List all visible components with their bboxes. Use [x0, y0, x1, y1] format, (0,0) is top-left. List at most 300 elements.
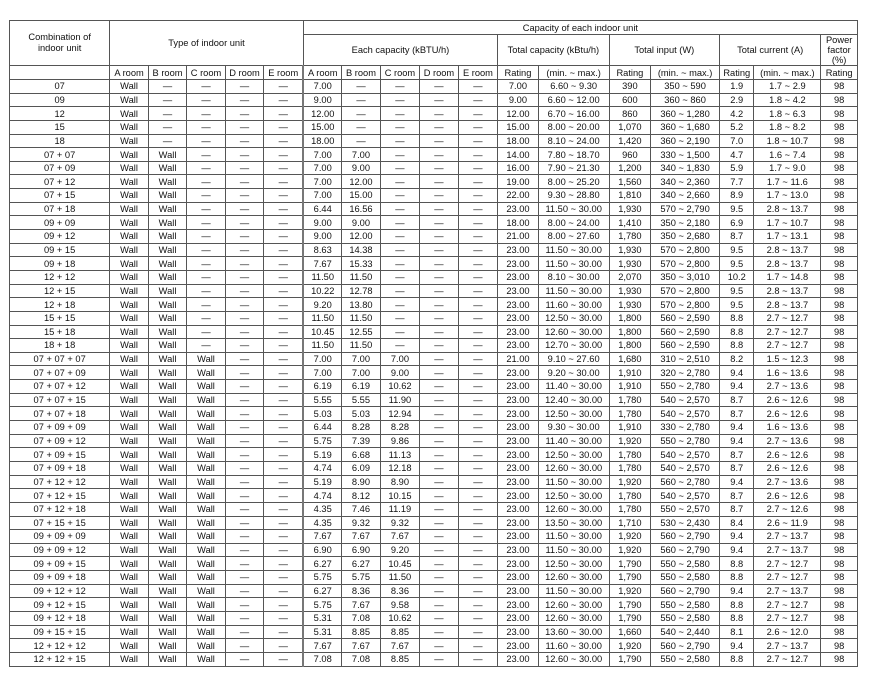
cell-cap-c: 9.32 — [380, 516, 420, 530]
cell-total-current-rating: 9.4 — [720, 543, 754, 557]
total-current-rating: Rating — [720, 66, 754, 80]
cell-total-current-range: 2.8 ~ 13.7 — [754, 202, 821, 216]
cell-cap-e: — — [458, 298, 498, 312]
cell-combination: 07 + 09 + 12 — [10, 434, 110, 448]
cell-type-c: — — [187, 257, 225, 271]
cell-combination: 18 + 18 — [10, 339, 110, 353]
cell-cap-e: — — [458, 639, 498, 653]
cell-total-input-rating: 1,930 — [609, 298, 651, 312]
cell-type-a: Wall — [110, 448, 148, 462]
cell-type-c: Wall — [187, 652, 225, 666]
cell-cap-d: — — [420, 461, 458, 475]
cell-combination: 09 + 12 — [10, 230, 110, 244]
cell-cap-b: 11.50 — [342, 339, 380, 353]
cell-total-current-range: 2.6 ~ 12.0 — [754, 625, 821, 639]
table-row — [10, 530, 858, 544]
cell-total-current-rating: 8.8 — [720, 339, 754, 353]
cell-total-input-range: 560 ~ 2,590 — [651, 325, 720, 339]
cell-total-current-range: 2.7 ~ 13.7 — [754, 584, 821, 598]
cell-cap-d: — — [420, 598, 458, 612]
cell-cap-a: 4.35 — [303, 502, 341, 516]
type-room-c: C room — [187, 66, 225, 80]
cell-type-b: Wall — [148, 148, 186, 162]
cell-cap-e: — — [458, 530, 498, 544]
cell-total-capacity-rating: 23.00 — [498, 571, 539, 585]
cell-total-capacity-range: 12.60 ~ 30.00 — [538, 571, 609, 585]
cell-cap-c: — — [380, 134, 420, 148]
cell-type-e: — — [264, 298, 304, 312]
table-row — [10, 339, 858, 353]
cell-power-factor: 98 — [821, 543, 858, 557]
cell-combination: 07 + 15 + 15 — [10, 516, 110, 530]
cell-total-current-rating: 9.5 — [720, 298, 754, 312]
cell-cap-a: 7.00 — [303, 148, 341, 162]
cell-type-a: Wall — [110, 475, 148, 489]
cell-type-c: — — [187, 161, 225, 175]
cell-total-input-rating: 1,800 — [609, 325, 651, 339]
cell-total-input-range: 360 ~ 860 — [651, 93, 720, 107]
cell-total-input-rating: 1,790 — [609, 652, 651, 666]
cell-cap-a: 5.31 — [303, 611, 341, 625]
cell-type-b: — — [148, 107, 186, 121]
cell-cap-e: — — [458, 502, 498, 516]
cell-type-b: — — [148, 80, 186, 94]
cell-cap-e: — — [458, 652, 498, 666]
cell-type-b: Wall — [148, 516, 186, 530]
cell-type-c: — — [187, 93, 225, 107]
cell-type-d: — — [225, 461, 263, 475]
cell-cap-c: — — [380, 257, 420, 271]
cell-cap-b: — — [342, 134, 380, 148]
cell-total-input-range: 540 ~ 2,570 — [651, 489, 720, 503]
cell-cap-b: 15.00 — [342, 189, 380, 203]
cell-cap-d: — — [420, 120, 458, 134]
cell-type-e: — — [264, 461, 304, 475]
cell-cap-b: 6.90 — [342, 543, 380, 557]
cell-type-b: Wall — [148, 202, 186, 216]
cell-cap-a: 4.74 — [303, 461, 341, 475]
cell-total-current-rating: 9.4 — [720, 475, 754, 489]
cell-cap-c: 7.67 — [380, 639, 420, 653]
cell-type-a: Wall — [110, 257, 148, 271]
cell-type-a: Wall — [110, 216, 148, 230]
table-row — [10, 461, 858, 475]
cell-type-a: Wall — [110, 407, 148, 421]
cell-cap-e: — — [458, 175, 498, 189]
cell-type-b: Wall — [148, 380, 186, 394]
cell-cap-d: — — [420, 475, 458, 489]
cell-type-d: — — [225, 393, 263, 407]
cell-cap-e: — — [458, 270, 498, 284]
table-row — [10, 448, 858, 462]
cell-cap-d: — — [420, 339, 458, 353]
cell-type-a: Wall — [110, 189, 148, 203]
cell-cap-a: 7.08 — [303, 652, 341, 666]
cell-cap-c: — — [380, 107, 420, 121]
cell-type-e: — — [264, 489, 304, 503]
table-row — [10, 516, 858, 530]
cell-cap-e: — — [458, 216, 498, 230]
cell-cap-c: — — [380, 298, 420, 312]
cell-total-input-range: 330 ~ 1,500 — [651, 148, 720, 162]
cell-type-a: Wall — [110, 639, 148, 653]
cell-type-b: Wall — [148, 557, 186, 571]
table-row — [10, 366, 858, 380]
cell-type-e: — — [264, 352, 304, 366]
cell-type-a: Wall — [110, 298, 148, 312]
table-row — [10, 625, 858, 639]
cell-cap-e: — — [458, 189, 498, 203]
cell-cap-a: 18.00 — [303, 134, 341, 148]
combination-header: Combination of indoor unit — [10, 21, 110, 66]
cell-total-current-rating: 10.2 — [720, 270, 754, 284]
cell-cap-e: — — [458, 489, 498, 503]
cell-type-b: Wall — [148, 571, 186, 585]
cell-cap-a: 7.00 — [303, 80, 341, 94]
cell-cap-d: — — [420, 270, 458, 284]
cell-combination: 07 + 07 — [10, 148, 110, 162]
cell-total-capacity-range: 12.60 ~ 30.00 — [538, 611, 609, 625]
capacity-room-e: E room — [458, 66, 498, 80]
cell-cap-e: — — [458, 148, 498, 162]
cell-total-current-range: 1.8 ~ 4.2 — [754, 93, 821, 107]
cell-total-input-rating: 1,660 — [609, 625, 651, 639]
cell-type-c: Wall — [187, 421, 225, 435]
cell-cap-c: 7.67 — [380, 530, 420, 544]
cell-power-factor: 98 — [821, 175, 858, 189]
cell-cap-c: 9.20 — [380, 543, 420, 557]
cell-cap-b: 7.67 — [342, 530, 380, 544]
cell-type-c: Wall — [187, 434, 225, 448]
cell-cap-b: 11.50 — [342, 270, 380, 284]
cell-total-capacity-rating: 16.00 — [498, 161, 539, 175]
cell-cap-c: 10.45 — [380, 557, 420, 571]
cell-type-c: Wall — [187, 380, 225, 394]
cell-total-input-rating: 1,780 — [609, 448, 651, 462]
cell-type-a: Wall — [110, 243, 148, 257]
cell-cap-b: 9.32 — [342, 516, 380, 530]
cell-combination: 07 + 15 — [10, 189, 110, 203]
cell-cap-a: 5.75 — [303, 571, 341, 585]
cell-total-capacity-range: 8.00 ~ 20.00 — [538, 120, 609, 134]
cell-type-c: — — [187, 339, 225, 353]
cell-total-capacity-rating: 23.00 — [498, 380, 539, 394]
cell-total-input-range: 560 ~ 2,790 — [651, 530, 720, 544]
cell-total-current-range: 2.7 ~ 12.7 — [754, 557, 821, 571]
cell-total-capacity-range: 12.60 ~ 30.00 — [538, 652, 609, 666]
cell-total-capacity-rating: 23.00 — [498, 257, 539, 271]
cell-type-b: Wall — [148, 284, 186, 298]
cell-combination: 15 + 15 — [10, 311, 110, 325]
cell-total-current-range: 2.7 ~ 13.6 — [754, 380, 821, 394]
cell-power-factor: 98 — [821, 298, 858, 312]
cell-combination: 09 + 15 + 15 — [10, 625, 110, 639]
cell-total-capacity-rating: 23.00 — [498, 366, 539, 380]
cell-cap-c: 8.85 — [380, 652, 420, 666]
table-row — [10, 393, 858, 407]
cell-cap-d: — — [420, 230, 458, 244]
cell-combination: 09 + 09 + 18 — [10, 571, 110, 585]
cell-total-current-range: 1.8 ~ 8.2 — [754, 120, 821, 134]
cell-cap-c: — — [380, 243, 420, 257]
cell-cap-d: — — [420, 571, 458, 585]
cell-total-input-range: 540 ~ 2,440 — [651, 625, 720, 639]
cell-type-d: — — [225, 216, 263, 230]
cell-power-factor: 98 — [821, 148, 858, 162]
cell-total-capacity-range: 11.50 ~ 30.00 — [538, 257, 609, 271]
cell-cap-c: — — [380, 284, 420, 298]
cell-type-b: Wall — [148, 652, 186, 666]
cell-type-b: Wall — [148, 393, 186, 407]
cell-total-input-rating: 390 — [609, 80, 651, 94]
table-row — [10, 543, 858, 557]
table-row — [10, 80, 858, 94]
cell-cap-e: — — [458, 380, 498, 394]
cell-total-input-rating: 1,910 — [609, 380, 651, 394]
cell-type-d: — — [225, 311, 263, 325]
cell-total-current-range: 1.8 ~ 6.3 — [754, 107, 821, 121]
table-row — [10, 652, 858, 666]
table-row — [10, 284, 858, 298]
table-row — [10, 489, 858, 503]
cell-cap-d: — — [420, 434, 458, 448]
cell-cap-a: 4.35 — [303, 516, 341, 530]
cell-type-d: — — [225, 421, 263, 435]
cell-type-e: — — [264, 475, 304, 489]
cell-total-input-range: 550 ~ 2,580 — [651, 652, 720, 666]
cell-cap-c: — — [380, 175, 420, 189]
cell-total-capacity-rating: 23.00 — [498, 530, 539, 544]
cell-type-a: Wall — [110, 120, 148, 134]
cell-total-input-rating: 1,930 — [609, 202, 651, 216]
cell-total-capacity-range: 11.50 ~ 30.00 — [538, 543, 609, 557]
cell-total-capacity-range: 13.60 ~ 30.00 — [538, 625, 609, 639]
cell-combination: 07 + 09 + 15 — [10, 448, 110, 462]
cell-type-d: — — [225, 366, 263, 380]
cell-type-d: — — [225, 448, 263, 462]
cell-type-e: — — [264, 243, 304, 257]
cell-type-c: Wall — [187, 543, 225, 557]
cell-cap-b: 7.08 — [342, 611, 380, 625]
cell-cap-b: 8.36 — [342, 584, 380, 598]
cell-total-input-rating: 1,410 — [609, 216, 651, 230]
cell-total-current-range: 1.7 ~ 14.8 — [754, 270, 821, 284]
cell-cap-c: 8.85 — [380, 625, 420, 639]
cell-total-capacity-rating: 23.00 — [498, 557, 539, 571]
cell-type-e: — — [264, 530, 304, 544]
cell-total-input-rating: 1,800 — [609, 311, 651, 325]
cell-cap-a: 7.00 — [303, 175, 341, 189]
cell-cap-c: 11.90 — [380, 393, 420, 407]
cell-type-c: Wall — [187, 393, 225, 407]
cell-type-a: Wall — [110, 571, 148, 585]
cell-total-input-range: 310 ~ 2,510 — [651, 352, 720, 366]
cell-cap-c: — — [380, 339, 420, 353]
cell-type-a: Wall — [110, 502, 148, 516]
cell-cap-e: — — [458, 230, 498, 244]
cell-combination: 12 + 12 + 15 — [10, 652, 110, 666]
capacity-room-a: A room — [303, 66, 341, 80]
cell-combination: 07 + 12 — [10, 175, 110, 189]
table-row — [10, 352, 858, 366]
cell-type-a: Wall — [110, 161, 148, 175]
cell-total-current-rating: 8.7 — [720, 489, 754, 503]
cell-total-current-rating: 9.4 — [720, 434, 754, 448]
cell-cap-e: — — [458, 339, 498, 353]
cell-total-input-rating: 1,790 — [609, 598, 651, 612]
cell-total-input-rating: 1,560 — [609, 175, 651, 189]
cell-type-d: — — [225, 298, 263, 312]
cell-total-capacity-range: 7.90 ~ 21.30 — [538, 161, 609, 175]
cell-total-current-rating: 8.2 — [720, 352, 754, 366]
cell-total-capacity-range: 12.60 ~ 30.00 — [538, 598, 609, 612]
cell-total-input-range: 340 ~ 2,360 — [651, 175, 720, 189]
cell-total-capacity-range: 11.50 ~ 30.00 — [538, 284, 609, 298]
cell-total-capacity-range: 12.50 ~ 30.00 — [538, 557, 609, 571]
cell-cap-c: — — [380, 270, 420, 284]
cell-type-b: Wall — [148, 189, 186, 203]
cell-cap-e: — — [458, 80, 498, 94]
cell-total-capacity-rating: 7.00 — [498, 80, 539, 94]
cell-cap-b: 16.56 — [342, 202, 380, 216]
table-row — [10, 257, 858, 271]
table-row — [10, 134, 858, 148]
table-row — [10, 421, 858, 435]
cell-cap-d: — — [420, 298, 458, 312]
cell-total-capacity-rating: 23.00 — [498, 516, 539, 530]
cell-total-input-range: 350 ~ 590 — [651, 80, 720, 94]
cell-total-input-rating: 1,930 — [609, 243, 651, 257]
cell-power-factor: 98 — [821, 120, 858, 134]
cell-cap-d: — — [420, 311, 458, 325]
cell-type-c: Wall — [187, 461, 225, 475]
cell-type-d: — — [225, 93, 263, 107]
cell-cap-d: — — [420, 257, 458, 271]
cell-cap-c: 10.62 — [380, 611, 420, 625]
cell-combination: 07 + 12 + 12 — [10, 475, 110, 489]
cell-cap-c: 11.19 — [380, 502, 420, 516]
cell-type-e: — — [264, 434, 304, 448]
cell-type-a: Wall — [110, 175, 148, 189]
cell-type-d: — — [225, 134, 263, 148]
table-row — [10, 216, 858, 230]
cell-combination: 18 — [10, 134, 110, 148]
cell-type-b: Wall — [148, 243, 186, 257]
cell-cap-d: — — [420, 448, 458, 462]
cell-total-capacity-rating: 22.00 — [498, 189, 539, 203]
cell-cap-e: — — [458, 448, 498, 462]
cell-cap-e: — — [458, 516, 498, 530]
cell-type-c: — — [187, 148, 225, 162]
cell-total-capacity-range: 12.50 ~ 30.00 — [538, 407, 609, 421]
cell-type-a: Wall — [110, 543, 148, 557]
cell-type-c: — — [187, 298, 225, 312]
cell-type-c: Wall — [187, 611, 225, 625]
cell-cap-c: 11.50 — [380, 571, 420, 585]
cell-type-c: Wall — [187, 448, 225, 462]
cell-type-c: Wall — [187, 571, 225, 585]
cell-cap-a: 7.67 — [303, 530, 341, 544]
cell-cap-d: — — [420, 189, 458, 203]
cell-cap-a: 7.00 — [303, 352, 341, 366]
cell-total-current-rating: 8.1 — [720, 625, 754, 639]
cell-cap-e: — — [458, 571, 498, 585]
table-row — [10, 120, 858, 134]
cell-cap-a: 11.50 — [303, 270, 341, 284]
cell-type-b: Wall — [148, 448, 186, 462]
power-factor-header: Power factor (%) — [821, 35, 858, 66]
cell-total-input-range: 560 ~ 2,590 — [651, 311, 720, 325]
cell-cap-b: 5.03 — [342, 407, 380, 421]
total-capacity-range: (min. ~ max.) — [538, 66, 609, 80]
cell-type-b: Wall — [148, 584, 186, 598]
cell-cap-c: — — [380, 230, 420, 244]
cell-total-current-rating: 8.7 — [720, 393, 754, 407]
cell-cap-d: — — [420, 393, 458, 407]
cell-type-d: — — [225, 598, 263, 612]
cell-total-current-rating: 9.4 — [720, 366, 754, 380]
table-body — [10, 80, 858, 667]
cell-type-d: — — [225, 175, 263, 189]
cell-total-capacity-range: 12.40 ~ 30.00 — [538, 393, 609, 407]
cell-type-c: Wall — [187, 366, 225, 380]
cell-combination: 07 — [10, 80, 110, 94]
table-row — [10, 202, 858, 216]
cell-cap-d: — — [420, 530, 458, 544]
cell-type-a: Wall — [110, 80, 148, 94]
cell-type-e: — — [264, 80, 304, 94]
cell-combination: 12 + 15 — [10, 284, 110, 298]
cell-cap-d: — — [420, 325, 458, 339]
cell-power-factor: 98 — [821, 202, 858, 216]
cell-cap-b: 6.09 — [342, 461, 380, 475]
cell-type-b: Wall — [148, 530, 186, 544]
cell-type-e: — — [264, 652, 304, 666]
table-row — [10, 243, 858, 257]
cell-cap-b: — — [342, 107, 380, 121]
cell-cap-d: — — [420, 516, 458, 530]
cell-type-e: — — [264, 257, 304, 271]
cell-total-current-range: 1.8 ~ 10.7 — [754, 134, 821, 148]
table-row — [10, 230, 858, 244]
cell-type-a: Wall — [110, 530, 148, 544]
cell-cap-e: — — [458, 352, 498, 366]
cell-total-capacity-range: 8.00 ~ 27.60 — [538, 230, 609, 244]
cell-type-b: Wall — [148, 489, 186, 503]
cell-type-d: — — [225, 502, 263, 516]
cell-type-a: Wall — [110, 352, 148, 366]
cell-cap-c: — — [380, 202, 420, 216]
cell-cap-a: 9.00 — [303, 93, 341, 107]
cell-type-a: Wall — [110, 625, 148, 639]
cell-power-factor: 98 — [821, 489, 858, 503]
cell-combination: 09 + 18 — [10, 257, 110, 271]
cell-type-c: Wall — [187, 475, 225, 489]
cell-total-input-rating: 1,920 — [609, 530, 651, 544]
cell-type-e: — — [264, 448, 304, 462]
cell-cap-c: — — [380, 189, 420, 203]
cell-type-c: — — [187, 325, 225, 339]
cell-type-c: — — [187, 189, 225, 203]
cell-cap-b: 7.39 — [342, 434, 380, 448]
cell-total-current-range: 1.5 ~ 12.3 — [754, 352, 821, 366]
cell-power-factor: 98 — [821, 611, 858, 625]
cell-power-factor: 98 — [821, 530, 858, 544]
cell-cap-c: 7.00 — [380, 352, 420, 366]
cell-total-input-range: 550 ~ 2,580 — [651, 571, 720, 585]
cell-power-factor: 98 — [821, 311, 858, 325]
cell-total-input-rating: 1,780 — [609, 230, 651, 244]
